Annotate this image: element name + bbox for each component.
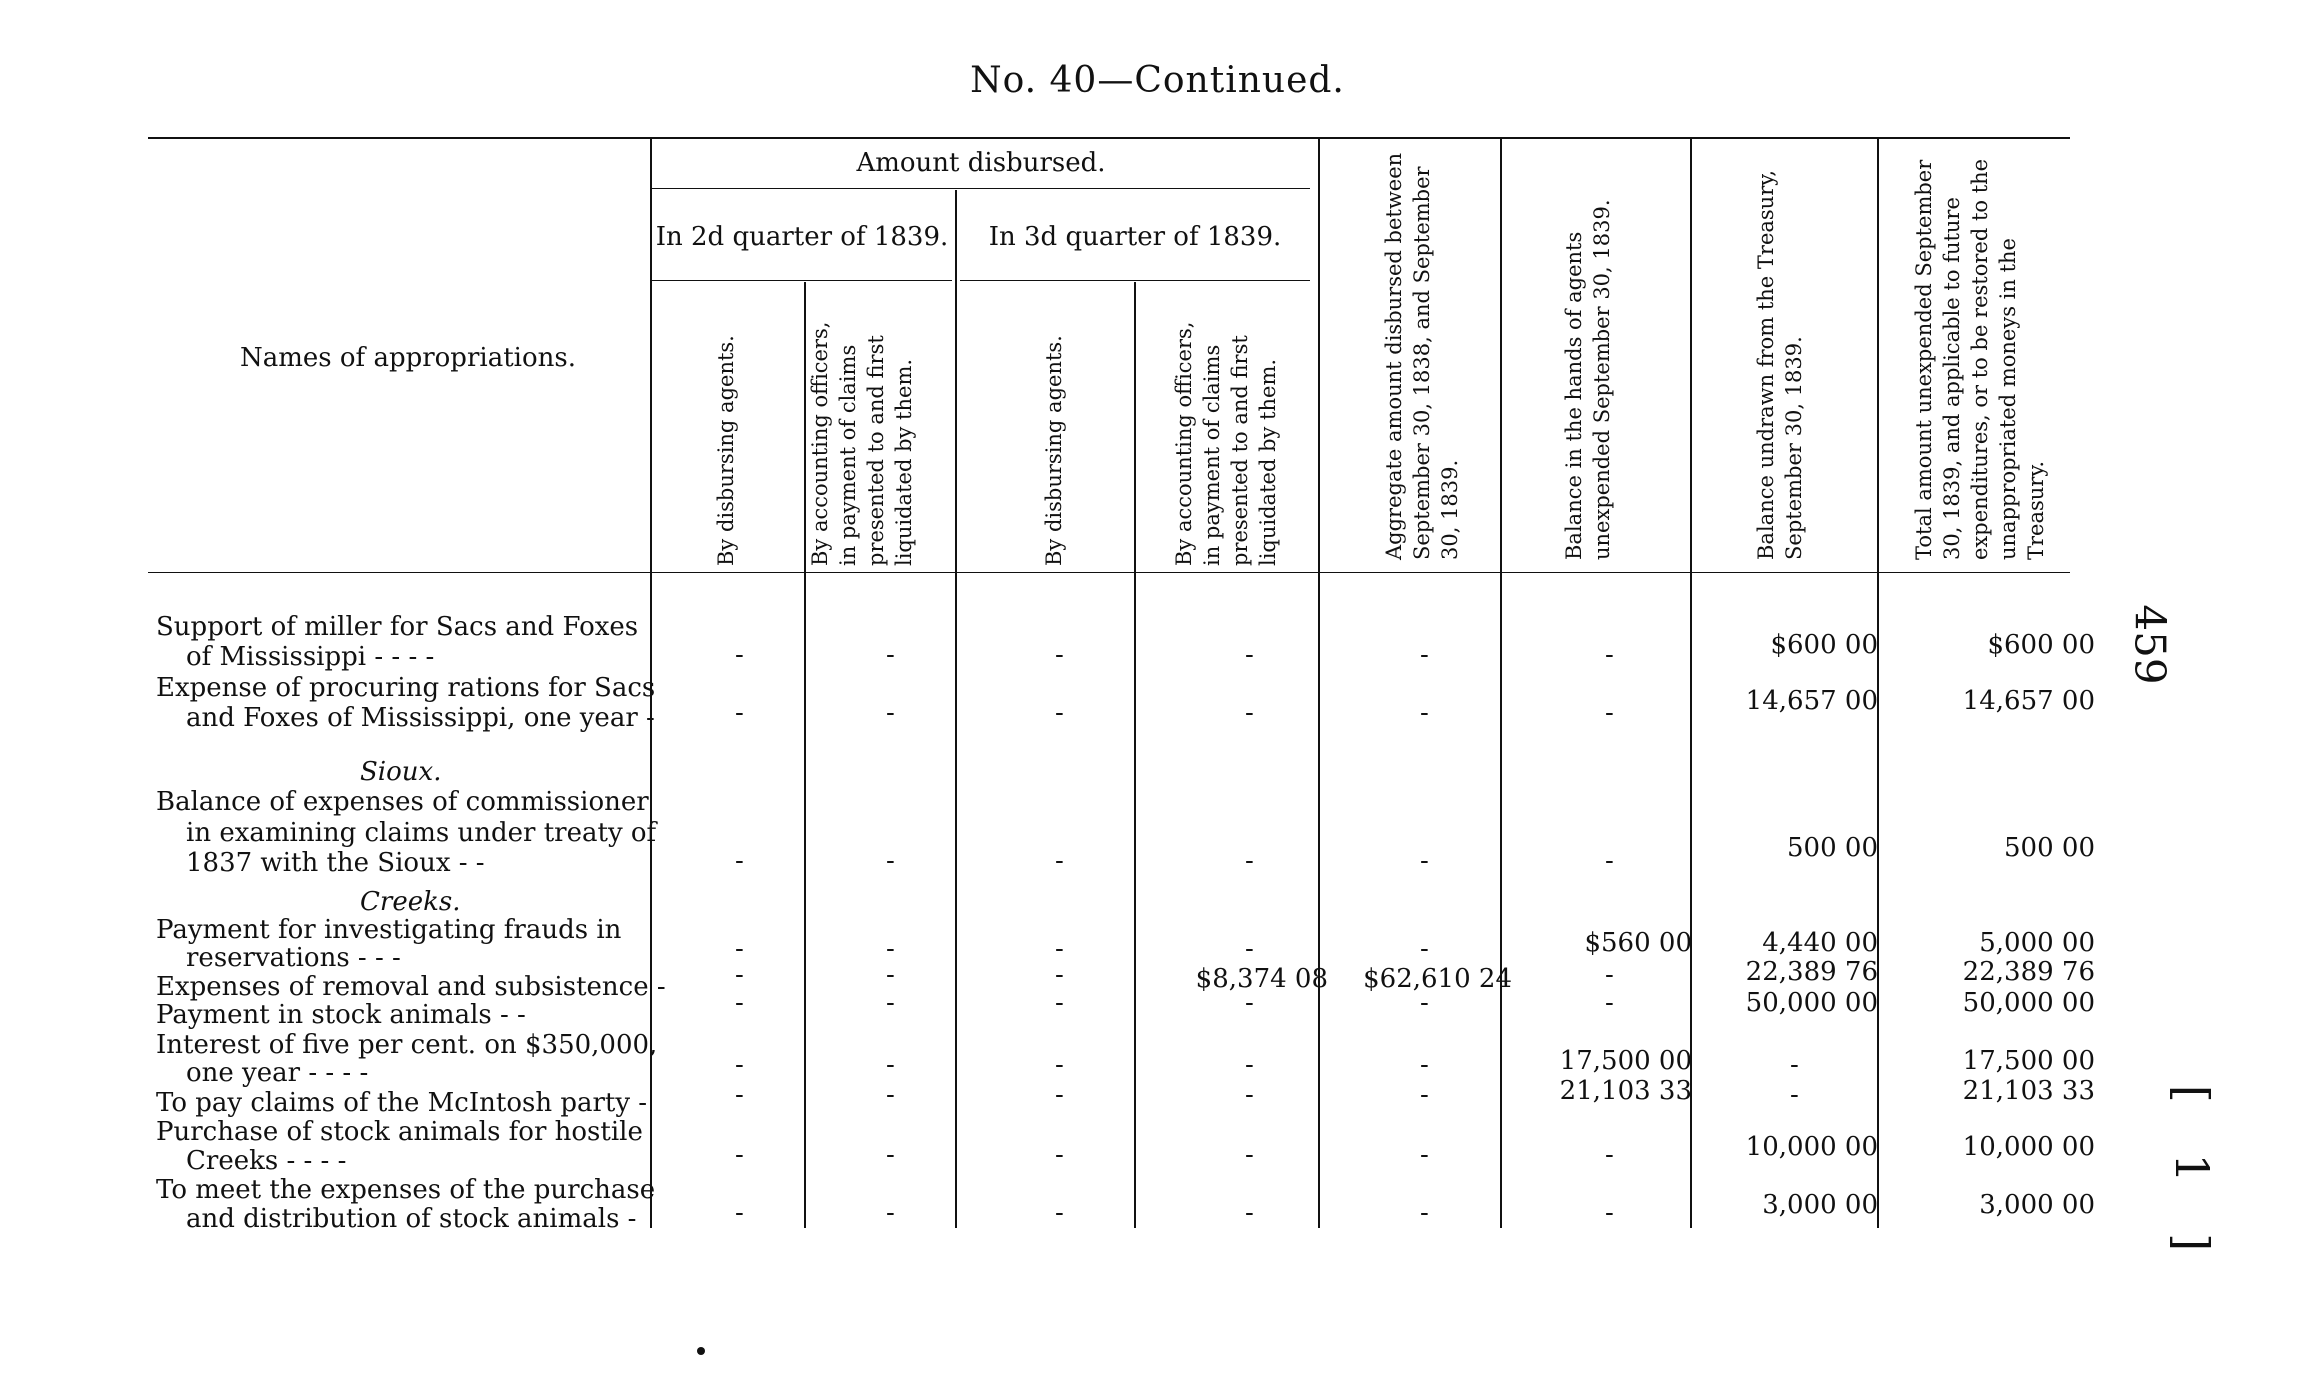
empty-cell-dash: - (886, 934, 895, 964)
empty-cell-dash: - (1055, 1050, 1064, 1080)
col-divider-total (1877, 138, 1879, 1228)
empty-cell-dash: - (1420, 1140, 1429, 1170)
header-bottom-rule (148, 572, 2070, 573)
row-4-treasury: 4,440 00 (1762, 928, 1878, 958)
table-top-rule (148, 137, 2070, 139)
row-9-treasury: 10,000 00 (1745, 1132, 1878, 1162)
row-7-total: 17,500 00 (1962, 1046, 2095, 1076)
empty-cell-dash: - (1605, 698, 1614, 728)
row-1-name-2: of Mississippi - - - - (186, 642, 435, 672)
empty-cell-dash: - (1605, 960, 1614, 990)
empty-cell-dash: - (886, 846, 895, 876)
empty-cell-dash: - (735, 640, 744, 670)
empty-cell-dash: - (1420, 934, 1429, 964)
empty-cell-dash: - (735, 988, 744, 1018)
row-2-treasury: 14,657 00 (1745, 686, 1878, 716)
page-title: No. 40—Continued. (970, 60, 1345, 101)
empty-cell-dash: - (1055, 960, 1064, 990)
empty-cell-dash: - (1420, 1198, 1429, 1228)
names-header: Names of appropriations. (240, 343, 576, 373)
empty-cell-dash: - (1420, 846, 1429, 876)
empty-cell-dash: - (735, 934, 744, 964)
q2-officers-header: By accounting officers, in payment of claims presented to and first liquidated by them. (808, 321, 916, 566)
section-sioux: Sioux. (360, 757, 442, 787)
row-4-name-2: reservations - - - (186, 943, 401, 973)
row-7-name-2: one year - - - - (186, 1058, 369, 1088)
quarter-rule-q3 (960, 280, 1310, 281)
empty-cell-dash: - (886, 1198, 895, 1228)
row-1-name-1: Support of miller for Sacs and Foxes (156, 612, 639, 642)
empty-cell-dash: - (1420, 1050, 1429, 1080)
empty-cell-dash: - (1055, 698, 1064, 728)
row-1-total: $600 00 (1987, 630, 2095, 660)
empty-cell-dash: - (1420, 698, 1429, 728)
empty-cell-dash: - (1245, 1140, 1254, 1170)
amount-disbursed-rule (652, 188, 1310, 189)
empty-cell-dash: - (1420, 640, 1429, 670)
empty-cell-dash: - (1605, 846, 1614, 876)
empty-cell-dash: - (1790, 1080, 1799, 1110)
col-divider-aggregate (1318, 138, 1320, 1228)
row-9-name-1: Purchase of stock animals for hostile (156, 1117, 643, 1147)
row-6-total: 50,000 00 (1962, 988, 2095, 1018)
balance-treasury-header: Balance undrawn from the Treasury, September 30, 1839. (1754, 170, 1806, 560)
empty-cell-dash: - (1420, 1080, 1429, 1110)
empty-cell-dash: - (886, 960, 895, 990)
empty-cell-dash: - (1605, 988, 1614, 1018)
q3-header: In 3d quarter of 1839. (988, 222, 1282, 252)
empty-cell-dash: - (1420, 988, 1429, 1018)
row-5-aggregate: $62,610 24 (1363, 964, 1512, 994)
row-2-name-2: and Foxes of Mississippi, one year - (186, 703, 655, 733)
section-creeks: Creeks. (360, 887, 461, 917)
row-10-total: 3,000 00 (1979, 1190, 2095, 1220)
col-divider-q2-q3 (955, 190, 957, 1228)
row-5-total: 22,389 76 (1962, 957, 2095, 987)
empty-cell-dash: - (1055, 1140, 1064, 1170)
row-3-name-3: 1837 with the Sioux - - (186, 848, 485, 878)
page-number: 459 (2125, 604, 2175, 685)
row-5-treasury: 22,389 76 (1745, 957, 1878, 987)
row-5-q3-officers: $8,374 08 (1195, 964, 1328, 994)
row-4-total: 5,000 00 (1979, 928, 2095, 958)
empty-cell-dash: - (735, 960, 744, 990)
row-10-name-1: To meet the expenses of the purchase (156, 1175, 656, 1205)
row-10-name-2: and distribution of stock animals - (186, 1204, 637, 1234)
q2-header: In 2d quarter of 1839. (655, 222, 949, 252)
row-8-total: 21,103 33 (1962, 1076, 2095, 1106)
empty-cell-dash: - (1245, 934, 1254, 964)
empty-cell-dash: - (1055, 1080, 1064, 1110)
row-3-treasury: 500 00 (1787, 833, 1878, 863)
empty-cell-dash: - (886, 988, 895, 1018)
empty-cell-dash: - (735, 846, 744, 876)
q3-officers-header: By accounting officers, in payment of claims presented to and first liquidated by them. (1172, 321, 1280, 566)
amount-disbursed-header: Amount disbursed. (856, 148, 1106, 178)
row-10-treasury: 3,000 00 (1762, 1190, 1878, 1220)
row-5-name-1: Expenses of removal and subsistence - (156, 972, 666, 1002)
total-header: Total amount unexpended September 30, 1839, and applicable to future expenditures, or to be restored to the unappropriated moneys in the Treasury. (1912, 158, 2048, 560)
empty-cell-dash: - (735, 1140, 744, 1170)
empty-cell-dash: - (735, 1198, 744, 1228)
row-1-treasury: $600 00 (1770, 630, 1878, 660)
empty-cell-dash: - (1245, 640, 1254, 670)
empty-cell-dash: - (735, 1080, 744, 1110)
empty-cell-dash: - (886, 1050, 895, 1080)
row-6-treasury: 50,000 00 (1745, 988, 1878, 1018)
q3-agents-header: By disbursing agents. (1042, 335, 1066, 566)
empty-cell-dash: - (886, 1080, 895, 1110)
row-2-name-1: Expense of procuring rations for Sacs (156, 673, 656, 703)
empty-cell-dash: - (1245, 1080, 1254, 1110)
row-9-total: 10,000 00 (1962, 1132, 2095, 1162)
row-3-total: 500 00 (2004, 833, 2095, 863)
ink-dot (697, 1347, 705, 1355)
row-3-name-2: in examining claims under treaty of (186, 818, 657, 848)
empty-cell-dash: - (1055, 1198, 1064, 1228)
empty-cell-dash: - (886, 1140, 895, 1170)
row-7-name-1: Interest of five per cent. on $350,000, (156, 1030, 658, 1060)
empty-cell-dash: - (1245, 698, 1254, 728)
row-6-name-1: Payment in stock animals - - (156, 1000, 526, 1030)
empty-cell-dash: - (1055, 988, 1064, 1018)
empty-cell-dash: - (1055, 640, 1064, 670)
empty-cell-dash: - (735, 1050, 744, 1080)
empty-cell-dash: - (1605, 640, 1614, 670)
empty-cell-dash: - (886, 640, 895, 670)
col-divider-q3 (1134, 282, 1136, 1228)
row-4-name-1: Payment for investigating frauds in (156, 915, 622, 945)
row-8-agents: 21,103 33 (1559, 1076, 1692, 1106)
row-8-name-1: To pay claims of the McIntosh party - (156, 1088, 648, 1118)
side-mark: [ 1 ] (2165, 1084, 2220, 1270)
aggregate-header: Aggregate amount disbursed between September 30, 1838, and September 30, 1839. (1382, 152, 1462, 560)
row-9-name-2: Creeks - - - - (186, 1146, 347, 1176)
balance-agents-header: Balance in the hands of agents unexpended September 30, 1839. (1562, 199, 1614, 560)
q2-agents-header: By disbursing agents. (714, 335, 738, 566)
empty-cell-dash: - (1245, 846, 1254, 876)
empty-cell-dash: - (1055, 934, 1064, 964)
empty-cell-dash: - (1055, 846, 1064, 876)
empty-cell-dash: - (1605, 1198, 1614, 1228)
empty-cell-dash: - (886, 698, 895, 728)
empty-cell-dash: - (1245, 1050, 1254, 1080)
row-3-name-1: Balance of expenses of commissioner (156, 787, 649, 817)
empty-cell-dash: - (1245, 1198, 1254, 1228)
row-4-agents: $560 00 (1584, 928, 1692, 958)
row-7-agents: 17,500 00 (1559, 1046, 1692, 1076)
empty-cell-dash: - (735, 698, 744, 728)
row-2-total: 14,657 00 (1962, 686, 2095, 716)
empty-cell-dash: - (1605, 1140, 1614, 1170)
empty-cell-dash: - (1790, 1050, 1799, 1080)
empty-cell-dash: - (1245, 988, 1254, 1018)
quarter-rule-q2 (652, 280, 952, 281)
